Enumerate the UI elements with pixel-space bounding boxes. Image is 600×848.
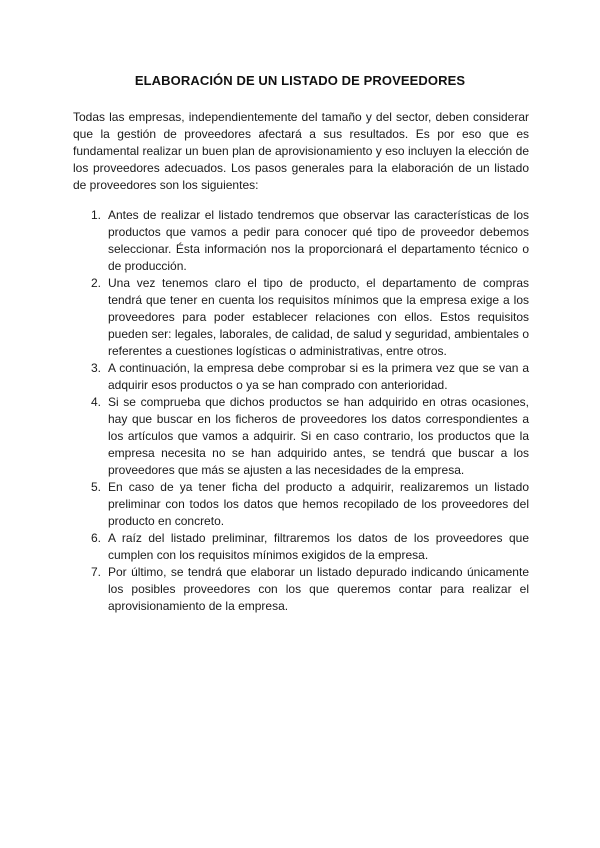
step-text: En caso de ya tener ficha del producto a adquirir, realizaremos un listado preliminar con todos los datos que hemos recopilado de los proveedores del producto en concreto.: [108, 480, 529, 528]
step-text: Una vez tenemos claro el tipo de producto, el departamento de compras tendrá que tener en cuenta los requisitos mínimos que la empresa exige a los proveedores para poder establecer relaciones con ellos. Estos requisitos pueden ser: legales, laborales, de calidad, de salud y seguridad, ambientales o referentes a cuestiones logísticas o administrativas, entre otros.: [108, 276, 529, 358]
step-text: A raíz del listado preliminar, filtraremos los datos de los proveedores que cumplen con los requisitos mínimos exigidos de la empresa.: [108, 531, 529, 562]
list-item: [73, 360, 529, 394]
step-text: A continuación, la empresa debe comprobar si es la primera vez que se van a adquirir esos productos o ya se han comprado con anterioridad.: [108, 361, 529, 392]
step-number: 6.: [91, 531, 102, 545]
list-item: [73, 394, 529, 479]
list-item: [73, 530, 529, 564]
step-number: 7.: [91, 565, 102, 579]
list-item: [73, 564, 529, 615]
list-item: [73, 479, 529, 530]
step-text: Por último, se tendrá que elaborar un listado depurado indicando únicamente los posibles proveedores con los que queremos contar para realizar el aprovisionamiento de la empresa.: [108, 565, 529, 613]
step-text: Si se comprueba que dichos productos se han adquirido en otras ocasiones, hay que buscar en los ficheros de proveedores los datos correspondientes a los artículos que vamos a adquirir. Si en caso contrario, los productos que la empresa necesita no se han adquirido antes, se tendrá que buscar a los proveedores que más se ajusten a las necesidades de la empresa.: [108, 395, 529, 477]
intro-paragraph: Todas las empresas, independientemente del tamaño y del sector, deben considerar que la gestión de proveedores afectará a sus resultados. Es por eso que es fundamental realizar un buen plan de aprovisionamiento y eso incluyen la elección de los proveedores adecuados. Los pasos generales para la elaboración de un listado de proveedores son los siguientes:: [73, 110, 529, 192]
step-text: Antes de realizar el listado tendremos que observar las características de los productos que vamos a pedir para conocer qué tipo de proveedor debemos seleccionar. Ésta información nos la proporcionará el departamento técnico o de producción.: [108, 208, 529, 273]
steps-list: [73, 207, 529, 615]
step-number: 1.: [91, 208, 102, 222]
step-number: 2.: [91, 276, 102, 290]
list-item: [73, 207, 529, 275]
step-number: 5.: [91, 480, 102, 494]
list-item: [73, 275, 529, 360]
document-title: ELABORACIÓN DE UN LISTADO DE PROVEEDORES: [134, 73, 466, 88]
step-number: 3.: [91, 361, 102, 375]
step-number: 4.: [91, 395, 102, 409]
